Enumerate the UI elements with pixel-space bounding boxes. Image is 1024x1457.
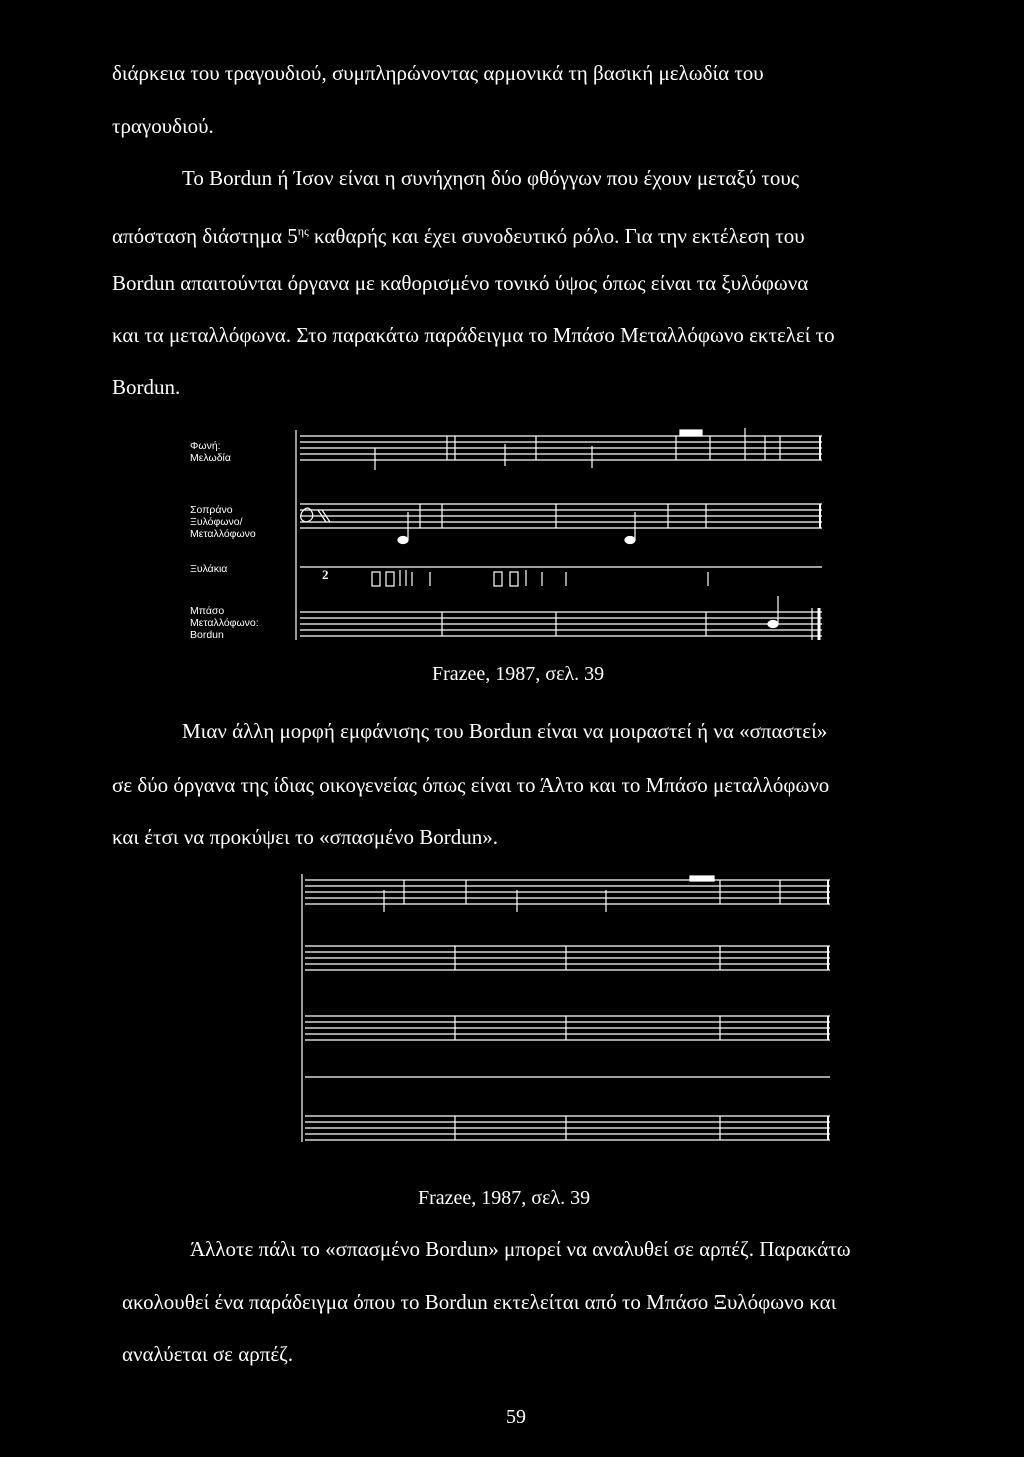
text-line: σε δύο όργανα της ίδιας οικογενείας όπως είναι το Άλτο και το Μπάσο μεταλλόφωνο [112,773,830,797]
text-line: Bordun. [112,375,181,399]
text-line: ακολουθεί ένα παράδειγμα όπου το Bordun εκτελείται από το Μπάσο Ξυλόφωνο και [122,1290,837,1314]
staff-label-woodblocks: Ξυλάκια [190,563,228,575]
page-number: 59 [506,1406,526,1428]
text-line: Το Bordun ή Ίσον είναι η συνήχηση δύο φθόγγων που έχουν μεταξύ τους [182,166,800,190]
staff-2 [305,946,830,970]
time-signature: 2 [322,567,329,582]
text-line: και τα μεταλλόφωνα. Στο παρακάτω παράδειγμα το Μπάσο Μεταλλόφωνο εκτελεί το [112,323,835,347]
text-line: αναλύεται σε αρπέζ. [122,1342,294,1366]
staff-1 [305,876,830,912]
staff-label-voice: Φωνή: Μελωδία [190,440,231,464]
text-line: Μιαν άλλη μορφή εμφάνισης του Bordun είναι να μοιραστεί ή να «σπαστεί» [182,719,828,743]
text-line: τραγουδιού. [112,114,214,138]
staff-3 [305,1016,830,1040]
caption: Frazee, 1987, σελ. 39 [432,663,605,685]
staff-5 [305,1116,830,1140]
text-line: και έτσι να προκύψει το «σπασμένο Bordun». [112,825,498,849]
text-line: Άλλοτε πάλι το «σπασμένο Bordun» μπορεί να αναλυθεί σε αρπέζ. Παρακάτω [190,1237,851,1261]
caption: Frazee, 1987, σελ. 39 [418,1187,591,1209]
staff-label-soprano: Σοπράνο Ξυλόφωνο/ Μεταλλόφωνο [190,504,256,540]
staff-label-bass: Μπάσο Μεταλλόφωνο: Bordun [190,605,259,641]
text-line: απόσταση διάστημα $5^{\eta\varsigma}$ καθαρής και έχει συνοδευτικό ρόλο. Για την εκτέλεση του [112,224,805,248]
text-line: Bordun απαιτούνται όργανα με καθορισμένο τονικό ύψος όπως είναι τα ξυλόφωνα [112,271,809,295]
text-line: διάρκεια του τραγουδιού, συμπληρώνοντας αρμονικά τη βασική μελωδία του [112,61,764,85]
